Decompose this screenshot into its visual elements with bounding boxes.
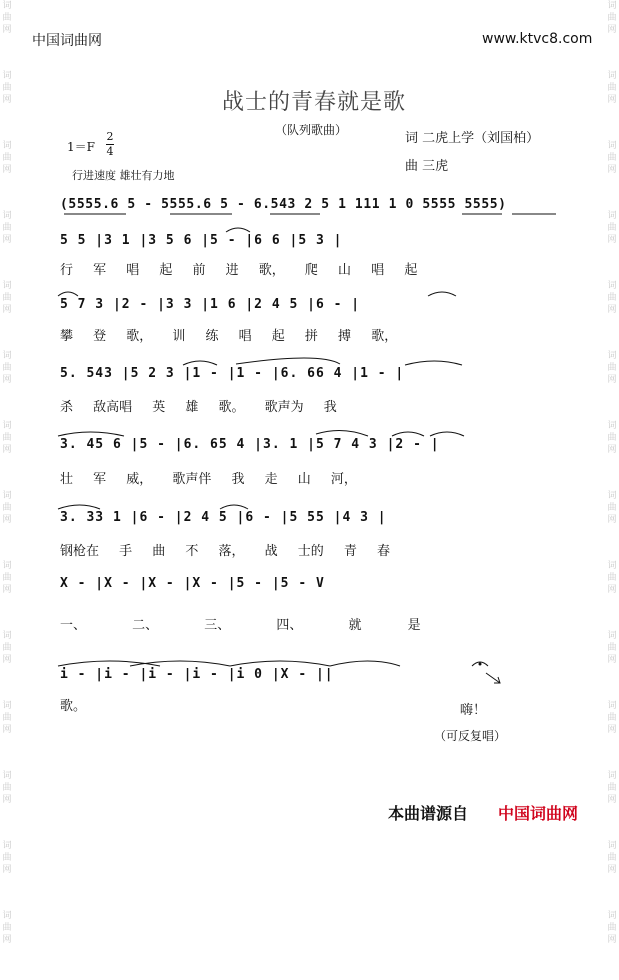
watermark-char: 曲 (607, 363, 617, 373)
watermark-char: 曲 (2, 13, 12, 23)
watermark-char: 词 (2, 281, 12, 291)
watermark-char: 词 (607, 561, 617, 571)
watermark-char: 网 (607, 165, 617, 175)
lyrics-line-7-left: 歌。 (60, 699, 87, 714)
watermark-char: 曲 (2, 573, 12, 583)
watermark-char: 曲 (607, 83, 617, 93)
time-top: 2 (106, 130, 114, 143)
watermark-char: 网 (607, 235, 617, 245)
watermark-char: 词 (2, 1, 12, 11)
watermark-char: 词 (607, 631, 617, 641)
watermark-char: 词 (2, 71, 12, 81)
time-bottom: 4 (106, 145, 114, 158)
watermark-char: 曲 (2, 503, 12, 513)
notes-line-3: 5. 543 |5 2 3 |1 - |1 - |6. 66 4 |1 - | (60, 366, 405, 381)
watermark-char: 网 (607, 515, 617, 525)
site-name: 中国词曲网 (32, 33, 102, 49)
watermark-char: 词 (2, 911, 12, 921)
intro-notes: (5555.6 5 - 5555.6 5 - 6.543 2 5 1 111 1 0 5555 5555) (60, 197, 507, 212)
watermark-char: 词 (2, 701, 12, 711)
watermark-char: 词 (607, 71, 617, 81)
watermark-char: 网 (2, 235, 12, 245)
watermark-char: 词 (607, 841, 617, 851)
lyrics-line-5: 钢枪在 手 曲 不 落， 战 士的 青 春 (60, 544, 391, 559)
watermark-char: 词 (607, 281, 617, 291)
lyrics-line-3: 杀 敌高唱 英 雄 歌。 歌声为 我 (60, 400, 337, 415)
watermark-char: 网 (2, 305, 12, 315)
watermark-char: 曲 (2, 923, 12, 933)
watermark-char: 词 (607, 1, 617, 11)
watermark-char: 曲 (2, 713, 12, 723)
lyrics-line-6: 一、 二、 三、 四、 就 是 (60, 618, 421, 633)
watermark-char: 网 (607, 445, 617, 455)
watermark-char: 词 (607, 351, 617, 361)
watermark-char: 曲 (607, 573, 617, 583)
watermark-char: 词 (2, 141, 12, 151)
watermark-char: 网 (2, 445, 12, 455)
watermark-char: 网 (2, 725, 12, 735)
watermark-char: 词 (2, 631, 12, 641)
song-title: 战士的青春就是歌 (222, 90, 407, 115)
watermark-char: 网 (607, 935, 617, 945)
key-signature: 1＝F (67, 140, 95, 154)
watermark-char: 曲 (607, 223, 617, 233)
notes-line-7: i - |i - |i - |i - |i 0 |X - || (60, 667, 334, 682)
watermark-char: 曲 (607, 293, 617, 303)
watermark-char: 曲 (2, 363, 12, 373)
watermark-char: 词 (607, 141, 617, 151)
watermark-char: 网 (2, 655, 12, 665)
lyrics-line-1: 行 军 唱 起 前 进 歌， 爬 山 唱 起 (60, 263, 418, 278)
lyrics-line-7-right: 嗨！ (460, 703, 487, 718)
watermark-char: 网 (2, 375, 12, 385)
watermark-char: 曲 (2, 293, 12, 303)
watermark-char: 曲 (607, 643, 617, 653)
watermark-char: 网 (607, 585, 617, 595)
watermark-char: 曲 (2, 853, 12, 863)
site-url: www.ktvc8.com (482, 31, 593, 47)
watermark-char: 曲 (2, 223, 12, 233)
lyrics-line-4: 壮 军 威， 歌声伴 我 走 山 河， (60, 472, 357, 487)
watermark-char: 词 (607, 911, 617, 921)
watermark-char: 词 (2, 211, 12, 221)
notes-line-6: X - |X - |X - |X - |5 - |5 - V (60, 576, 325, 591)
notes-line-5: 3. 33 1 |6 - |2 4 5 |6 - |5 55 |4 3 | (60, 510, 387, 525)
watermark-char: 网 (2, 865, 12, 875)
watermark-char: 曲 (607, 783, 617, 793)
watermark-char: 网 (607, 865, 617, 875)
song-subtitle: （队列歌曲） (275, 123, 348, 137)
watermark-char: 曲 (607, 923, 617, 933)
watermark-char: 网 (607, 795, 617, 805)
watermark-char: 网 (2, 95, 12, 105)
watermark-char: 曲 (2, 153, 12, 163)
watermark-char: 词 (607, 421, 617, 431)
watermark-char: 词 (2, 421, 12, 431)
watermark-char: 曲 (607, 713, 617, 723)
watermark-char: 曲 (2, 643, 12, 653)
watermark-char: 词 (607, 211, 617, 221)
footer-source-label: 本曲谱源自 (388, 804, 469, 823)
lyricist: 词 二虎上学（刘国柏） (405, 131, 540, 146)
watermark-char: 曲 (607, 153, 617, 163)
watermark-char: 曲 (607, 503, 617, 513)
watermark-char: 网 (607, 725, 617, 735)
watermark-char: 网 (607, 305, 617, 315)
watermark-char: 词 (2, 771, 12, 781)
watermark-char: 曲 (607, 433, 617, 443)
watermark-char: 词 (607, 491, 617, 501)
watermark-char: 曲 (607, 13, 617, 23)
notes-line-4: 3. 45 6 |5 - |6. 65 4 |3. 1 |5 7 4 3 |2 - | (60, 437, 440, 452)
watermark-char: 词 (2, 351, 12, 361)
lyrics-line-2: 攀 登 歌， 训 练 唱 起 拼 搏 歌， (60, 329, 398, 344)
composer: 曲 三虎 (405, 159, 449, 174)
footer-source-site[interactable]: 中国词曲网 (498, 804, 579, 823)
watermark-char: 网 (2, 585, 12, 595)
watermark-char: 词 (2, 561, 12, 571)
tempo-marking: 行进速度 雄壮有力地 (72, 169, 175, 182)
watermark-char: 网 (2, 795, 12, 805)
watermark-char: 词 (607, 771, 617, 781)
watermark-char: 网 (607, 655, 617, 665)
watermark-char: 网 (2, 165, 12, 175)
notes-line-2: 5 7 3 |2 - |3 3 |1 6 |2 4 5 |6 - | (60, 297, 361, 312)
watermark-char: 曲 (2, 83, 12, 93)
watermark-char: 网 (2, 25, 12, 35)
watermark-char: 词 (607, 701, 617, 711)
watermark-char: 网 (607, 95, 617, 105)
watermark-char: 词 (2, 491, 12, 501)
repeat-note: （可反复唱） (434, 729, 507, 743)
watermark-char: 网 (607, 375, 617, 385)
watermark-char: 曲 (2, 433, 12, 443)
notes-line-1: 5 5 |3 1 |3 5 6 |5 - |6 6 |5 3 | (60, 233, 343, 248)
watermark-char: 网 (2, 515, 12, 525)
watermark-char: 网 (2, 935, 12, 945)
watermark-char: 曲 (2, 783, 12, 793)
watermark-char: 曲 (607, 853, 617, 863)
watermark-char: 词 (2, 841, 12, 851)
watermark-char: 网 (607, 25, 617, 35)
